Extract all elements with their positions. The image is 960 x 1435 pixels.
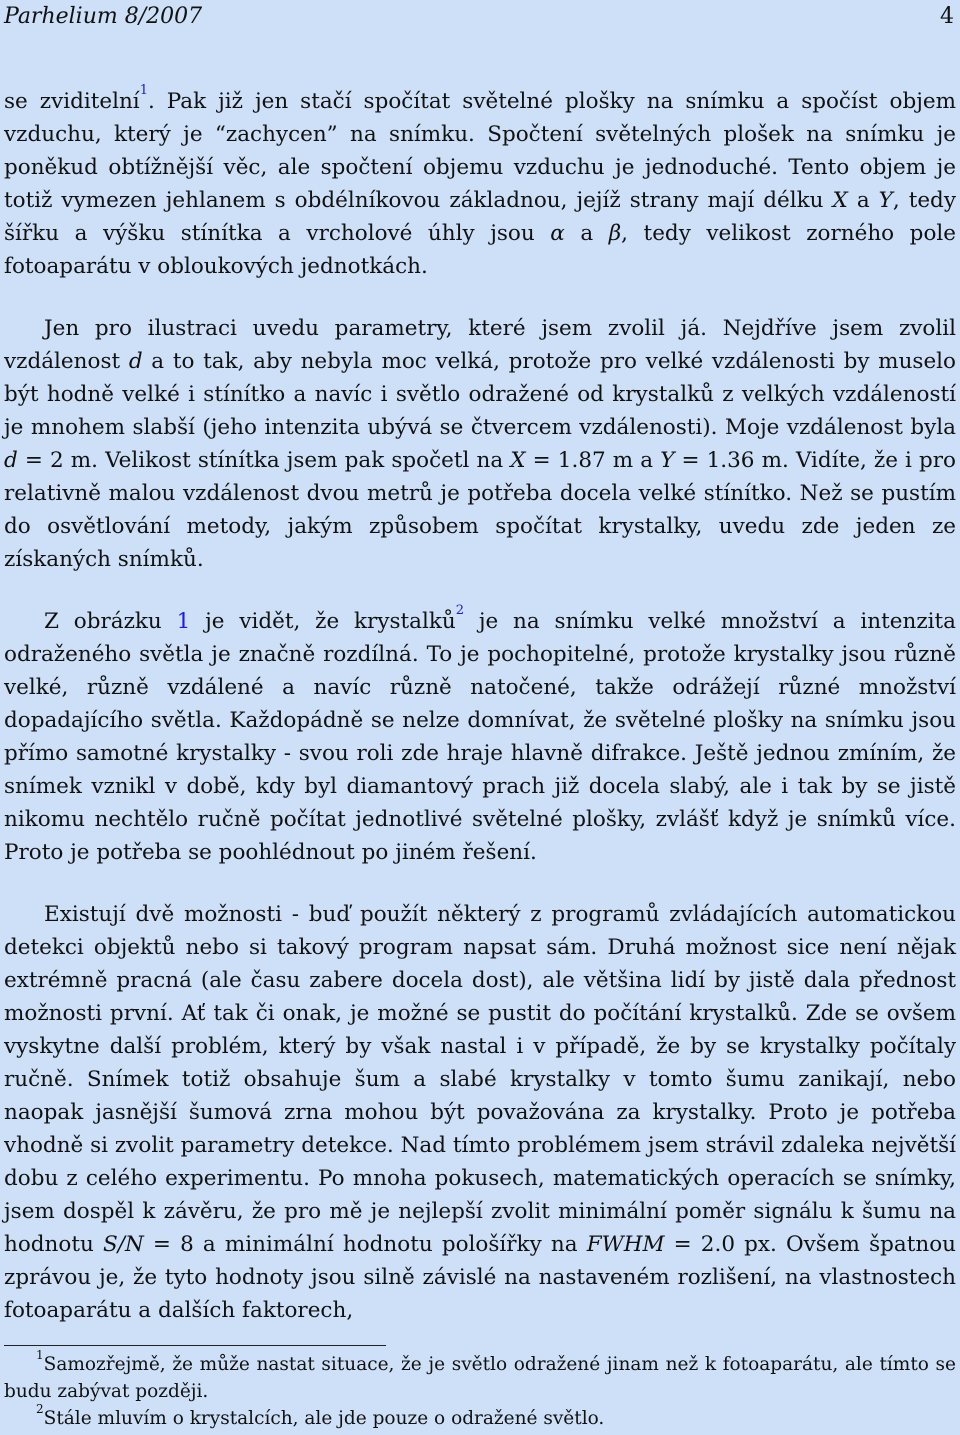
math-fwhm: FWHM xyxy=(586,1232,665,1257)
page-header xyxy=(4,2,954,32)
paragraph-4: Existují dvě možnosti - buď použít některý z programů zvládajících automatickou detekci objektů nebo si takový program napsat sám. Druhá možnost sice není nějak extrémně pracná (ale času zabere docela dost), ale většina lidí by jistě dala přednost možnosti první. Ať tak či onak, je možné se pustit do počítání krystalků. Zde se ovšem vyskytne další problém, který by však nastal i v případě, že by se krystalky počítaly ručně. Snímek totiž obsahuje šum a slabé krystalky v tomto šumu zanikají, nebo naopak jasnější šumová zrna mohou být považována za krystalky. Proto je potřeba vhodně si zvolit parametry detekce. Nad tímto problémem jsem strávil zdaleka největší dobu z celého experimentu. Po mnoha pokusech, matematických operacích se snímky, jsem dospěl k závěru, že pro mě je nejlepší zvolit minimální poměr signálu k šumu na hodnotu S/N = 8 a minimální hodnotu pološířky na FWHM = 2.0 px. Ovšem špatnou zprávou je, že tyto hodnoty jsou silně závislé na nastaveném rozlišení, na vlastnostech fotoaparátu a dalších faktorech, xyxy=(4,902,956,1323)
math-y: Y xyxy=(878,188,893,213)
math-d: d xyxy=(128,349,143,374)
footnote-mark: 2 xyxy=(36,1402,44,1416)
footnote-ref-2[interactable]: 2 xyxy=(455,603,465,618)
footnote-mark: 1 xyxy=(36,1348,44,1362)
paragraph-1: se zviditelní$^1$. Pak již jen stačí spočítat světelné plošky na snímku a spočíst objem vzduchu, který je “zachycen” na snímku. Spočtení světelných plošek na snímku je poněkud obtížnější věc, ale spočtení objemu vzduchu je jednoduché. Tento objem je totiž vymezen jehlanem s obdélníkovou základnou, jejíž strany mají délku X a Y, tedy šířku a výšku stínítka a vrcholové úhly jsou α a β, tedy velikost zorného pole fotoaparátu v obloukových jednotkách. xyxy=(4,83,956,279)
math-x: X xyxy=(510,448,526,473)
body-text xyxy=(4,85,956,1327)
paragraph-2: Jen pro ilustraci uvedu parametry, které jsem zvolil já. Nejdříve jsem zvolil vzdálenost d a to tak, aby nebyla moc velká, protože pro velké vzdálenosti by muselo být hodně velké i stínítko a navíc i světlo odražené od krystalků z velkých vzdáleností je mnohem slabší (jeho intenzita ubývá se čtvercem vzdálenosti). Moje vzdálenost byla d = 2 m. Velikost stínítka jsem pak spočetl na X = 1.87 m a Y = 1.36 m. Vidíte, že i pro relativně malou vzdálenost dvou metrů je potřeba docela velké stínítko. Než se pustím do osvětlování metody, jakým způsobem spočítat krystalky, uvedu zde jeden ze získaných snímků. xyxy=(4,316,956,572)
math-alpha: α xyxy=(550,221,565,246)
figure-ref-1[interactable]: 1 xyxy=(176,609,191,634)
footnote-2 xyxy=(4,1402,956,1432)
footnotes xyxy=(4,1348,956,1432)
journal-title: Parhelium 8/2007 xyxy=(4,4,203,29)
math-beta: β xyxy=(608,221,622,246)
page-number: 4 xyxy=(940,4,954,29)
math-d: d xyxy=(4,448,18,473)
footnote-ref-1[interactable]: 1 xyxy=(139,83,148,98)
footnote-text: Samozřejmě, že může nastat situace, že je světlo odražené jinam než k fotoaparátu, ale tímto se budu zabývat později. xyxy=(4,1354,956,1402)
math-x: X xyxy=(832,188,848,213)
math-y: Y xyxy=(660,448,675,473)
footnote-1 xyxy=(4,1348,956,1405)
paragraph-3: Z obrázku 1 je vidět, že krystalků$^2$ je na snímku velké množství a intenzita odraženého světla je značně rozdílná. To je pochopitelné, protože krystalky jsou různě velké, různě vzdálené a navíc různě natočené, takže odrážejí různé množství dopadajícího světla. Každopádně se nelze domnívat, že světelné plošky na snímku jsou přímo samotné krystalky - svou roli zde hraje hlavně difrakce. Ještě jednou zmíním, že snímek vznikl v době, kdy byl diamantový prach již docela slabý, ale i tak by se jistě nikomu nechtělo ručně počítat jednotlivé světelné plošky, zvlášť když je snímků více. Proto je potřeba se poohlédnout po jiném řešení. xyxy=(4,603,956,865)
footnote-rule xyxy=(4,1345,386,1346)
math-signal-noise: S/N xyxy=(102,1232,144,1257)
footnote-text: Stále mluvím o krystalcích, ale jde pouze o odražené světlo. xyxy=(43,1408,605,1429)
